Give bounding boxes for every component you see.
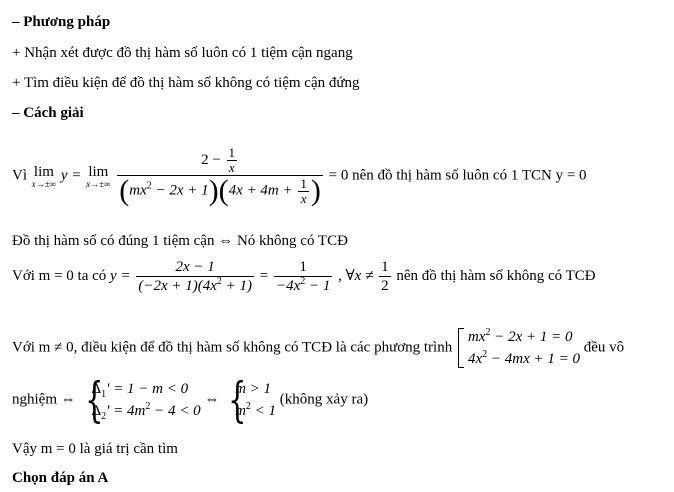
limit-suffix: nên đồ thị hàm số luôn có 1 TCN y = 0 bbox=[352, 167, 587, 184]
equation-system: $mx^2 - 2x + 1 = 0$ $4x^2 - 4mx + 1 = 0$ bbox=[456, 326, 580, 370]
discriminant-system: { $\Delta_1' = 1 - m < 0$ $\Delta_2' = 4m^2 - 4 < 0$ bbox=[80, 378, 201, 422]
m-zero-statement bbox=[12, 258, 596, 295]
conclusion: Vậy m = 0 là giá trị cần tìm bbox=[12, 441, 178, 457]
m-zero-condition: , ∀x ≠ bbox=[338, 267, 374, 284]
answer: Chọn đáp án A bbox=[12, 470, 109, 486]
limit-fraction: 2 − $\frac{1}{x}$ $(mx^2 - 2x + 1)(4x + 4m$ + $\frac{1}{x}$ ) bbox=[119, 145, 321, 207]
limit-statement bbox=[12, 146, 587, 206]
limit-y: y = bbox=[60, 167, 82, 184]
m-zero-fraction: $\frac{2x - 1}{(-2x + 1)(4x^2 + 1)}$ bbox=[138, 259, 252, 294]
discriminant-prefix: nghiệm ⇔ bbox=[12, 391, 76, 408]
m-zero-fraction-2: $\frac{1}{-4x^2 - 1}$ bbox=[275, 259, 331, 294]
m-zero-y: y = bbox=[110, 267, 131, 284]
result-system: { m > 1 $m^2 < 1$ bbox=[223, 378, 276, 422]
limit-result: = 0 bbox=[328, 167, 349, 184]
method-heading: – Phương pháp bbox=[12, 14, 111, 30]
equivalence-arrow: ⇔ bbox=[204, 391, 220, 408]
m-nonzero-statement bbox=[12, 326, 624, 370]
condition-statement: Đồ thị hàm số có đúng 1 tiệm cận ⇔ Nó không có TCĐ bbox=[12, 233, 348, 249]
method-step-1: + Nhận xét được đồ thị hàm số luôn có 1 tiệm cận ngang bbox=[12, 45, 353, 61]
m-zero-prefix: Với m = 0 ta có bbox=[12, 267, 107, 284]
discriminant-statement bbox=[12, 378, 368, 422]
m-zero-eq: = bbox=[259, 267, 269, 284]
method-step-2: + Tìm điều kiện để đồ thị hàm số không có tiệm cận đứng bbox=[12, 75, 360, 91]
limit-prefix: Vì bbox=[12, 167, 27, 184]
discriminant-suffix: (không xảy ra) bbox=[279, 391, 369, 408]
m-nonzero-suffix: đều vô bbox=[583, 339, 625, 356]
solution-heading: – Cách giải bbox=[12, 105, 84, 121]
limit-symbol-1: lim x→±∞ bbox=[31, 163, 57, 189]
m-nonzero-prefix: Với m ≠ 0, điều kiện để đồ thị hàm số không có TCĐ là các phương trình bbox=[12, 339, 453, 356]
half-fraction: $\frac{1}{2}$ bbox=[381, 259, 389, 294]
limit-symbol-2: lim x→±∞ bbox=[86, 163, 111, 189]
m-zero-suffix: nên đồ thị hàm số không có TCĐ bbox=[396, 267, 596, 284]
